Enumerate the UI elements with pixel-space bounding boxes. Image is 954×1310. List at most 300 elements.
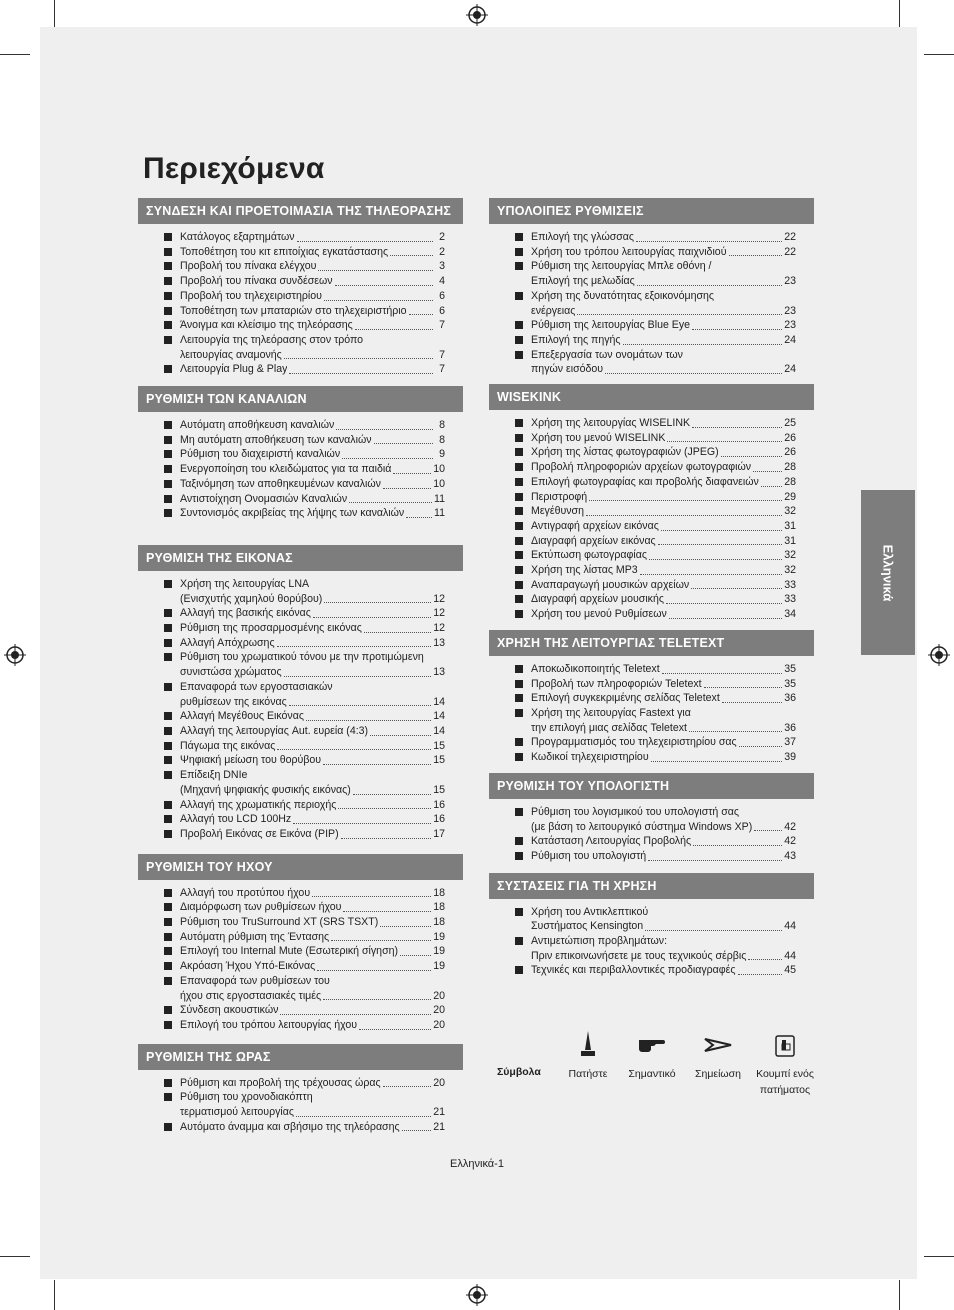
- toc-entry-line: [531, 259, 796, 274]
- toc-page-number: 31: [784, 519, 796, 532]
- toc-entry-line: [180, 812, 445, 827]
- bullet-square-icon: [515, 694, 523, 702]
- toc-page-number: 6: [439, 304, 445, 317]
- toc-entry-text: Χρήση της λειτουργίας Fastext για: [531, 706, 691, 719]
- section-item-list: [138, 418, 463, 521]
- dot-leader: [662, 673, 783, 674]
- toc-page-number: 28: [784, 461, 796, 474]
- toc-entry[interactable]: [489, 245, 796, 260]
- toc-entry-line: [180, 230, 445, 245]
- toc-entry[interactable]: [489, 548, 796, 563]
- pointing-hand-icon: [637, 1030, 667, 1060]
- bullet-square-icon: [515, 419, 523, 427]
- symbols-heading: Σύμβολα: [497, 1066, 541, 1078]
- toc-entry-line: [180, 665, 445, 680]
- symbol-one-touch-label-2: πατήματος: [759, 1084, 811, 1096]
- toc-entry-text: Κωδικοί τηλεχειριστηρίου: [531, 751, 649, 764]
- dot-leader: [335, 285, 433, 286]
- toc-entry-text: Ρύθμιση του χρωματικού τόνου με την προτιμώμενη: [180, 651, 424, 664]
- toc-entry-text: Κατάλογος εξαρτημάτων: [180, 231, 295, 243]
- bullet-square-icon: [164, 307, 172, 315]
- toc-page-number: 10: [433, 463, 445, 476]
- bullet-square-icon: [164, 801, 172, 809]
- toc-entry[interactable]: [489, 490, 796, 505]
- toc-entry-line: [180, 274, 445, 289]
- bullet-square-icon: [164, 609, 172, 617]
- dot-leader: [666, 603, 782, 604]
- dot-leader: [669, 618, 782, 619]
- symbol-one-touch-label-1: Κουμπί ενός: [756, 1068, 814, 1080]
- bullet-square-icon: [515, 292, 523, 300]
- toc-page-number: 35: [784, 662, 796, 675]
- bullet-square-icon: [515, 336, 523, 344]
- toc-entry-line: [531, 230, 796, 245]
- toc-page-number: 32: [784, 505, 796, 518]
- toc-entry[interactable]: [138, 812, 445, 827]
- bullet-square-icon: [164, 947, 172, 955]
- dot-leader: [738, 974, 783, 975]
- dot-leader: [324, 300, 433, 301]
- toc-entry[interactable]: [489, 578, 796, 593]
- toc-entry[interactable]: [138, 447, 445, 462]
- toc-entry[interactable]: [138, 1076, 445, 1091]
- toc-entry[interactable]: [489, 963, 796, 978]
- dot-leader: [383, 1086, 432, 1087]
- toc-entry[interactable]: [489, 416, 796, 431]
- bullet-square-icon: [515, 966, 523, 974]
- toc-page-number: 14: [433, 710, 445, 723]
- bullet-square-icon: [164, 450, 172, 458]
- toc-entry-text: Επιλογή της γλώσσας: [531, 231, 635, 243]
- registration-mark-icon: [928, 644, 950, 666]
- toc-entry-line: [180, 989, 445, 1004]
- toc-entry-text: Προβολή Εικόνας σε Εικόνα (PIP): [180, 827, 339, 840]
- toc-section: [138, 386, 463, 521]
- toc-entry[interactable]: [489, 289, 796, 318]
- bullet-square-icon: [164, 653, 172, 661]
- bullet-square-icon: [515, 680, 523, 688]
- toc-entry[interactable]: [489, 691, 796, 706]
- toc-entry[interactable]: [489, 750, 796, 765]
- toc-entry-text: Χρήση της λειτουργίας LNA: [180, 577, 310, 590]
- toc-entry-text: Ενεργοποίηση του κλειδώματος για τα παιδιά: [180, 463, 392, 476]
- toc-page-number: 2: [439, 231, 445, 243]
- toc-entry[interactable]: [489, 504, 796, 519]
- toc-entry-text: Αποκωδικοποιητής Teletext: [531, 662, 660, 675]
- toc-right-column: [489, 198, 814, 978]
- toc-entry[interactable]: [489, 607, 796, 622]
- toc-left-column: [138, 198, 463, 1134]
- toc-entry[interactable]: [138, 1003, 445, 1018]
- toc-entry[interactable]: [489, 348, 796, 377]
- toc-entry[interactable]: [138, 274, 445, 289]
- toc-entry-line: [180, 1018, 445, 1033]
- toc-entry-text: Αλλαγή Απόχρωσης: [180, 636, 275, 649]
- toc-page-number: 18: [433, 916, 445, 929]
- toc-entry[interactable]: [138, 506, 445, 521]
- section-heading: ΧΡΗΣΗ ΤΗΣ ΛΕΙΤΟΥΡΓΙΑΣ TELETEXT: [489, 630, 814, 656]
- section-heading: ΡΥΘΜΙΣΗ ΤΟΥ ΗΧΟΥ: [138, 854, 463, 880]
- toc-entry[interactable]: [489, 677, 796, 692]
- symbol-important-label: Σημαντικό: [628, 1068, 676, 1080]
- toc-page-number: 6: [439, 289, 445, 302]
- toc-entry-text: συνιστώσα χρώματος: [180, 666, 282, 679]
- toc-page-number: 14: [433, 724, 445, 737]
- toc-entry[interactable]: [489, 445, 796, 460]
- toc-entry-line: [531, 735, 796, 750]
- toc-entry[interactable]: [489, 431, 796, 446]
- toc-page-number: 11: [434, 507, 445, 520]
- toc-entry-line: [180, 959, 445, 974]
- toc-entry-text: Αλλαγή της χρωματικής περιοχής: [180, 798, 337, 811]
- toc-entry-text: Ρύθμιση του χρονοδιακόπτη: [180, 1091, 313, 1104]
- toc-section: [489, 873, 814, 979]
- toc-entry[interactable]: [138, 318, 445, 333]
- toc-page-number: 7: [439, 363, 445, 376]
- toc-page-number: 16: [433, 813, 445, 826]
- bullet-square-icon: [164, 639, 172, 647]
- toc-entry[interactable]: [138, 709, 445, 724]
- toc-entry[interactable]: [489, 230, 796, 245]
- dot-leader: [648, 860, 782, 861]
- toc-entry[interactable]: [489, 706, 796, 735]
- toc-entry[interactable]: [138, 577, 445, 606]
- toc-entry-text: Συστήματος Kensington: [531, 920, 644, 933]
- toc-entry[interactable]: [138, 462, 445, 477]
- toc-entry-line: [531, 504, 796, 519]
- dot-leader: [341, 838, 432, 839]
- toc-entry[interactable]: [138, 753, 445, 768]
- bullet-square-icon: [515, 665, 523, 673]
- toc-entry-text: Χρήση της λειτουργίας WISELINK: [531, 417, 691, 430]
- toc-section: [489, 630, 814, 765]
- toc-entry-text: Αλλαγή του προτύπου ήχου: [180, 886, 311, 899]
- dot-leader: [400, 955, 431, 956]
- dot-leader: [704, 687, 783, 688]
- toc-entry[interactable]: [489, 735, 796, 750]
- toc-page-number: 28: [784, 475, 796, 488]
- bullet-square-icon: [164, 465, 172, 473]
- toc-entry-line: [180, 506, 445, 521]
- bullet-square-icon: [164, 903, 172, 911]
- bullet-square-icon: [515, 448, 523, 456]
- toc-entry[interactable]: [138, 930, 445, 945]
- toc-entry[interactable]: [138, 739, 445, 754]
- toc-entry[interactable]: [489, 259, 796, 288]
- bullet-square-icon: [164, 624, 172, 632]
- bullet-square-icon: [515, 581, 523, 589]
- toc-entry-line: [531, 333, 796, 348]
- toc-entry-text: ενέργειας: [531, 304, 576, 317]
- bullet-square-icon: [164, 1006, 172, 1014]
- dot-leader: [623, 344, 783, 345]
- toc-entry-line: [531, 677, 796, 692]
- toc-page-number: 19: [433, 960, 445, 973]
- dot-leader: [589, 500, 782, 501]
- page-footer: Ελληνικά-1: [450, 1158, 504, 1170]
- toc-entry-line: [531, 431, 796, 446]
- toc-page-number: 36: [784, 692, 796, 705]
- dot-leader: [297, 241, 433, 242]
- bullet-square-icon: [515, 908, 523, 916]
- toc-entry[interactable]: [138, 433, 445, 448]
- section-item-list: [489, 416, 814, 622]
- dot-leader: [637, 285, 782, 286]
- toc-entry-line: [531, 578, 796, 593]
- section-item-list: [489, 662, 814, 765]
- toc-entry[interactable]: [489, 934, 796, 963]
- toc-entry[interactable]: [138, 418, 445, 433]
- toc-entry[interactable]: [138, 245, 445, 260]
- toc-page-number: 29: [784, 490, 796, 503]
- bullet-square-icon: [515, 493, 523, 501]
- toc-page-number: 36: [784, 721, 796, 734]
- toc-page-number: 11: [434, 492, 445, 505]
- dot-leader: [651, 761, 783, 762]
- toc-entry[interactable]: [489, 475, 796, 490]
- toc-entry[interactable]: [138, 680, 445, 709]
- bullet-square-icon: [164, 248, 172, 256]
- dot-leader: [284, 676, 432, 677]
- toc-entry[interactable]: [138, 827, 445, 842]
- toc-entry-text: Επαναφορά των εργοστασιακών: [180, 680, 333, 693]
- toc-entry-line: [531, 750, 796, 765]
- toc-entry-line: [180, 259, 445, 274]
- toc-entry[interactable]: [489, 563, 796, 578]
- toc-entry[interactable]: [138, 1120, 445, 1135]
- toc-entry-text: Ρύθμιση της λειτουργίας Μπλε οθόνη /: [531, 260, 712, 273]
- toc-entry-text: Προβολή του πίνακα ελέγχου: [180, 260, 317, 273]
- crop-mark: [924, 54, 954, 55]
- toc-entry[interactable]: [138, 304, 445, 319]
- toc-entry-line: [180, 606, 445, 621]
- toc-entry[interactable]: [489, 318, 796, 333]
- note-arrow-icon: [703, 1030, 733, 1060]
- toc-section: [138, 854, 463, 1033]
- toc-entry-line: [531, 445, 796, 460]
- toc-entry-text: Χρήση της λίστας φωτογραφιών (JPEG): [531, 446, 719, 459]
- bullet-square-icon: [164, 771, 172, 779]
- dot-leader: [353, 794, 431, 795]
- dot-leader: [649, 559, 782, 560]
- bullet-square-icon: [515, 507, 523, 515]
- toc-entry-text: ρυθμίσεων της εικόνας: [180, 695, 287, 708]
- section-heading: ΡΥΘΜΙΣΗ ΤΟΥ ΥΠΟΛΟΓΙΣΤΗ: [489, 773, 814, 799]
- toc-entry-text: Προβολή του τηλεχειριστηρίου: [180, 289, 322, 302]
- toc-entry-text: (Ενισχυτής χαμηλού θορύβου): [180, 592, 323, 605]
- toc-page-number: 44: [784, 949, 796, 962]
- toc-entry[interactable]: [138, 944, 445, 959]
- toc-entry[interactable]: [138, 492, 445, 507]
- symbol-push: [567, 1030, 609, 1081]
- toc-entry[interactable]: [489, 905, 796, 934]
- toc-page-number: 15: [433, 754, 445, 767]
- toc-entry-text: Χρήση του τρόπου λειτουργίας παιχνιδιού: [531, 245, 727, 258]
- dot-leader: [306, 720, 431, 721]
- toc-page-number: 18: [433, 886, 445, 899]
- toc-entry[interactable]: [138, 798, 445, 813]
- toc-entry[interactable]: [138, 650, 445, 679]
- dot-leader: [406, 517, 432, 518]
- toc-entry-line: [531, 963, 796, 978]
- toc-entry-text: Ρύθμιση της λειτουργίας Blue Eye: [531, 319, 691, 332]
- toc-entry[interactable]: [489, 834, 796, 849]
- toc-entry[interactable]: [489, 460, 796, 475]
- dot-leader: [370, 735, 431, 736]
- bullet-square-icon: [515, 566, 523, 574]
- toc-page-number: 7: [439, 319, 445, 332]
- crop-mark: [899, 1280, 900, 1310]
- toc-entry-text: Πριν επικοινωνήσετε με τους τεχνικούς σέρβις: [531, 949, 747, 962]
- dot-leader: [313, 617, 431, 618]
- toc-page-number: 12: [433, 622, 445, 635]
- one-touch-button-icon: [773, 1030, 797, 1060]
- toc-entry-text: λειτουργίας αναμονής: [180, 348, 282, 361]
- toc-entry-text: Αλλαγή της βασικής εικόνας: [180, 607, 311, 620]
- bullet-square-icon: [164, 742, 172, 750]
- toc-entry[interactable]: [489, 805, 796, 834]
- toc-entry[interactable]: [489, 534, 796, 549]
- toc-entry-line: [180, 974, 445, 989]
- bullet-square-icon: [515, 709, 523, 717]
- dot-leader: [289, 705, 431, 706]
- toc-entry[interactable]: [138, 362, 445, 377]
- toc-entry[interactable]: [138, 1090, 445, 1119]
- toc-entry[interactable]: [138, 621, 445, 636]
- bullet-square-icon: [164, 1123, 172, 1131]
- toc-page-number: 20: [433, 1004, 445, 1017]
- toc-entry-text: Επίδειξη DNIe: [180, 769, 248, 782]
- dot-leader: [331, 940, 431, 941]
- toc-entry-line: [531, 460, 796, 475]
- toc-entry[interactable]: [138, 636, 445, 651]
- toc-entry[interactable]: [138, 289, 445, 304]
- toc-entry[interactable]: [138, 768, 445, 797]
- symbol-one-touch: [755, 1030, 815, 1097]
- dot-leader: [289, 373, 433, 374]
- language-side-tab: [861, 490, 915, 655]
- toc-entry-text: Χρήση του μενού WISELINK: [531, 431, 666, 444]
- bullet-square-icon: [164, 292, 172, 300]
- dot-leader: [693, 845, 782, 846]
- toc-entry-line: [180, 944, 445, 959]
- toc-entry-text: Ρύθμιση του λογισμικού του υπολογιστή σας: [531, 805, 740, 818]
- toc-entry-line: [180, 362, 445, 377]
- toc-entry-line: [180, 592, 445, 607]
- toc-entry-line: [531, 519, 796, 534]
- toc-entry-line: [180, 739, 445, 754]
- dot-leader: [336, 429, 433, 430]
- toc-entry-text: Εκτύπωση φωτογραφίας: [531, 549, 647, 562]
- toc-entry[interactable]: [138, 886, 445, 901]
- toc-entry[interactable]: [489, 662, 796, 677]
- toc-entry[interactable]: [138, 974, 445, 1003]
- toc-page-number: 33: [784, 578, 796, 591]
- toc-entry-line: [180, 1120, 445, 1135]
- toc-entry[interactable]: [489, 592, 796, 607]
- toc-entry-line: [180, 915, 445, 930]
- toc-entry-line: [180, 477, 445, 492]
- toc-entry-line: [180, 577, 445, 592]
- toc-entry[interactable]: [489, 519, 796, 534]
- toc-entry-line: [531, 348, 796, 363]
- toc-entry-text: Επιλογή της μελωδίας: [531, 275, 635, 288]
- dot-leader: [280, 1014, 431, 1015]
- bullet-square-icon: [164, 962, 172, 970]
- toc-entry[interactable]: [489, 849, 796, 864]
- toc-page-number: 33: [784, 593, 796, 606]
- toc-entry-text: Προβολή των πληροφοριών Teletext: [531, 677, 702, 690]
- section-heading: ΡΥΘΜΙΣΗ ΤΩΝ ΚΑΝΑΛΙΩΝ: [138, 386, 463, 412]
- toc-entry-text: Αλλαγή Μεγέθους Εικόνας: [180, 710, 304, 723]
- toc-page-number: 44: [784, 920, 796, 933]
- toc-page-number: 14: [433, 695, 445, 708]
- toc-entry-line: [180, 724, 445, 739]
- toc-entry[interactable]: [138, 1018, 445, 1033]
- toc-page-number: 23: [784, 319, 796, 332]
- dot-leader: [312, 896, 431, 897]
- toc-entry-line: [180, 827, 445, 842]
- bullet-square-icon: [164, 1079, 172, 1087]
- toc-entry[interactable]: [138, 915, 445, 930]
- toc-entry-line: [180, 1105, 445, 1120]
- toc-entry[interactable]: [138, 230, 445, 245]
- toc-entry[interactable]: [138, 333, 445, 362]
- toc-entry-text: Χρήση του Αντικλεπτικού: [531, 905, 649, 918]
- toc-entry-text: Επιλογή συγκεκριμένης σελίδας Teletext: [531, 692, 720, 705]
- bullet-square-icon: [515, 262, 523, 270]
- bullet-square-icon: [164, 918, 172, 926]
- push-icon: [578, 1030, 598, 1060]
- toc-entry-text: Μεγέθυνση: [531, 505, 584, 518]
- toc-entry-text: πηγών εισόδου: [531, 363, 604, 376]
- bullet-square-icon: [164, 1093, 172, 1101]
- toc-entry[interactable]: [489, 333, 796, 348]
- toc-entry[interactable]: [138, 606, 445, 621]
- bullet-square-icon: [164, 727, 172, 735]
- toc-section: [138, 545, 463, 842]
- toc-page-number: 16: [433, 798, 445, 811]
- dot-leader: [761, 486, 782, 487]
- toc-entry-line: [180, 636, 445, 651]
- toc-page-number: 22: [784, 245, 796, 258]
- toc-entry-text: Αλλαγή της λειτουργίας Aut. ευρεία (4:3): [180, 724, 369, 737]
- toc-page-number: 21: [433, 1120, 445, 1133]
- toc-entry[interactable]: [138, 259, 445, 274]
- toc-page-number: 24: [784, 333, 796, 346]
- toc-entry[interactable]: [138, 724, 445, 739]
- crop-mark: [54, 1280, 55, 1310]
- toc-page-number: 10: [433, 477, 445, 490]
- toc-page-number: 26: [784, 431, 796, 444]
- toc-entry-line: [180, 333, 445, 348]
- toc-entry[interactable]: [138, 900, 445, 915]
- toc-entry-line: [531, 289, 796, 304]
- toc-entry[interactable]: [138, 477, 445, 492]
- toc-page-number: 35: [784, 677, 796, 690]
- toc-page-number: 22: [784, 231, 796, 243]
- toc-entry[interactable]: [138, 959, 445, 974]
- toc-entry-line: [180, 433, 445, 448]
- toc-section: [489, 384, 814, 622]
- toc-entry-line: [180, 886, 445, 901]
- toc-entry-text: Ρύθμιση του υπολογιστή: [531, 849, 647, 862]
- toc-page-number: 21: [433, 1106, 445, 1119]
- toc-page-number: 39: [784, 751, 796, 764]
- toc-entry-line: [531, 274, 796, 289]
- toc-entry-text: Περιστροφή: [531, 490, 588, 503]
- crop-mark: [54, 0, 55, 30]
